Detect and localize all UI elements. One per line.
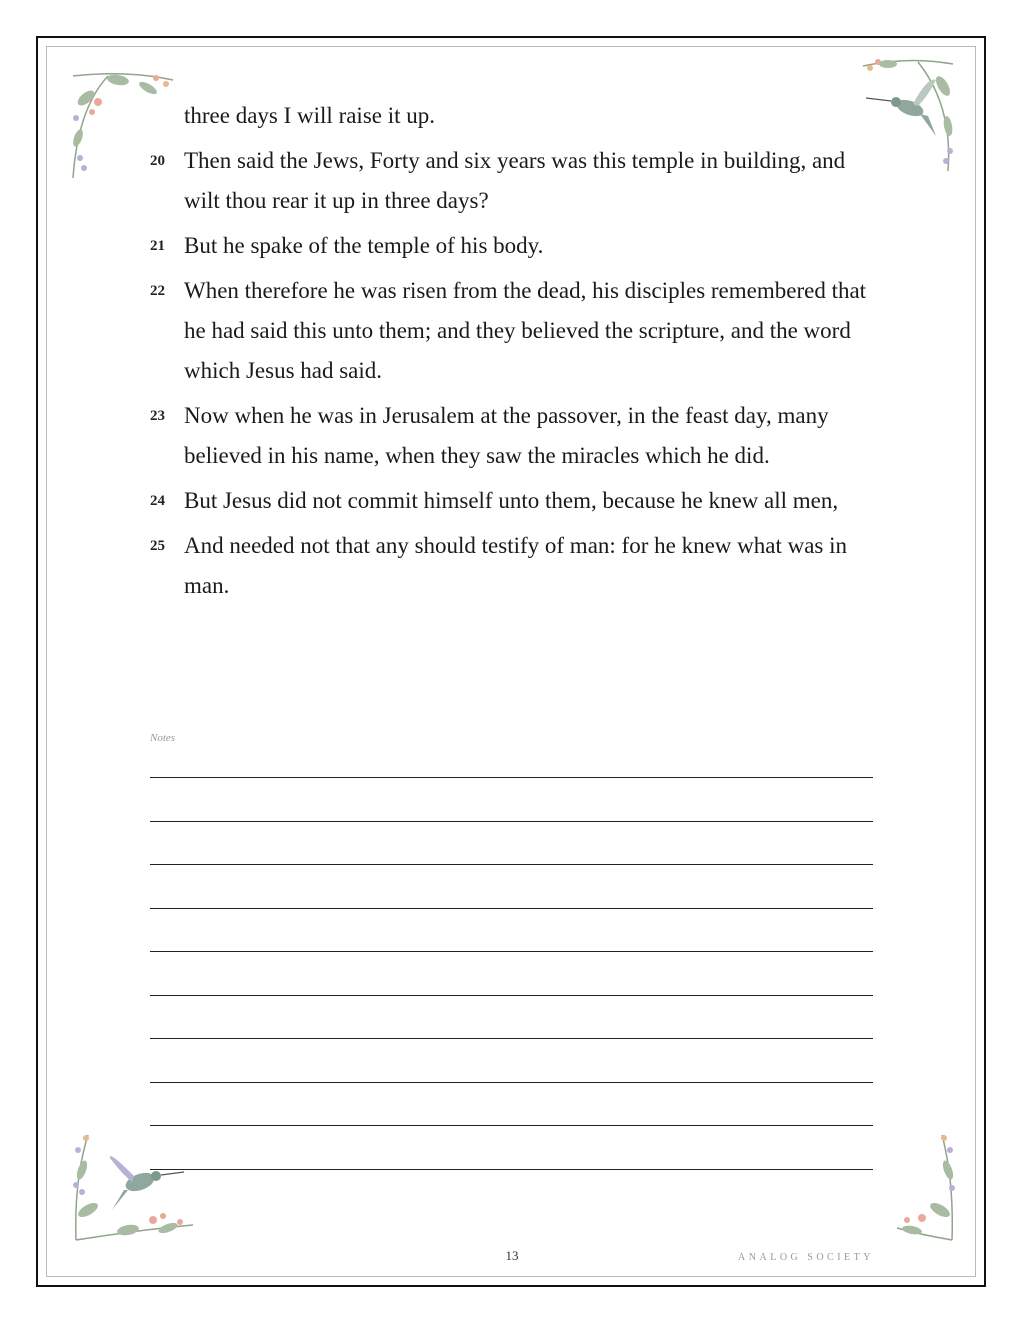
verse-text: Then said the Jews, Forty and six years was this temple in building, and wilt thou rear it up in three days? [184, 148, 846, 213]
verse-continuation [150, 96, 880, 136]
verse-20 [150, 141, 880, 221]
floral-corner-bottom-right [892, 1130, 962, 1245]
verse-number: 20 [150, 153, 165, 169]
note-line[interactable] [150, 908, 873, 909]
verse-21 [150, 226, 880, 266]
note-line[interactable] [150, 864, 873, 865]
verse-23 [150, 396, 880, 476]
verse-22 [150, 271, 880, 391]
verse-text: When therefore he was risen from the dead, his disciples remembered that he had said this unto them; and they believed the scripture, and the word which Jesus had said. [184, 278, 867, 383]
verse-number: 25 [150, 538, 165, 554]
brand-name: ANALOG SOCIETY [738, 1252, 874, 1263]
verse-25 [150, 526, 880, 606]
note-line[interactable] [150, 1038, 873, 1039]
verse-text: three days I will raise it up. [184, 103, 436, 128]
hummingbird-corner-bottom-left [68, 1130, 198, 1245]
verse-text: Now when he was in Jerusalem at the passover, in the feast day, many believed in his name, when they saw the miracles which he did. [184, 403, 829, 468]
note-line[interactable] [150, 1169, 873, 1170]
scripture-passage [150, 96, 880, 611]
verse-24 [150, 481, 880, 521]
verse-text: But Jesus did not commit himself unto them, because he knew all men, [184, 488, 839, 513]
note-line[interactable] [150, 1125, 873, 1126]
verse-number: 21 [150, 238, 165, 254]
note-line[interactable] [150, 995, 873, 996]
note-line[interactable] [150, 821, 873, 822]
verse-text: But he spake of the temple of his body. [184, 233, 544, 258]
verse-number: 24 [150, 493, 165, 509]
verse-number: 23 [150, 408, 165, 424]
notes-label: Notes [150, 732, 176, 744]
note-line[interactable] [150, 1082, 873, 1083]
note-line[interactable] [150, 951, 873, 952]
verse-text: And needed not that any should testify of man: for he knew what was in man. [184, 533, 848, 598]
page-number: 13 [505, 1248, 519, 1263]
verse-number: 22 [150, 283, 165, 299]
note-line[interactable] [150, 777, 873, 778]
